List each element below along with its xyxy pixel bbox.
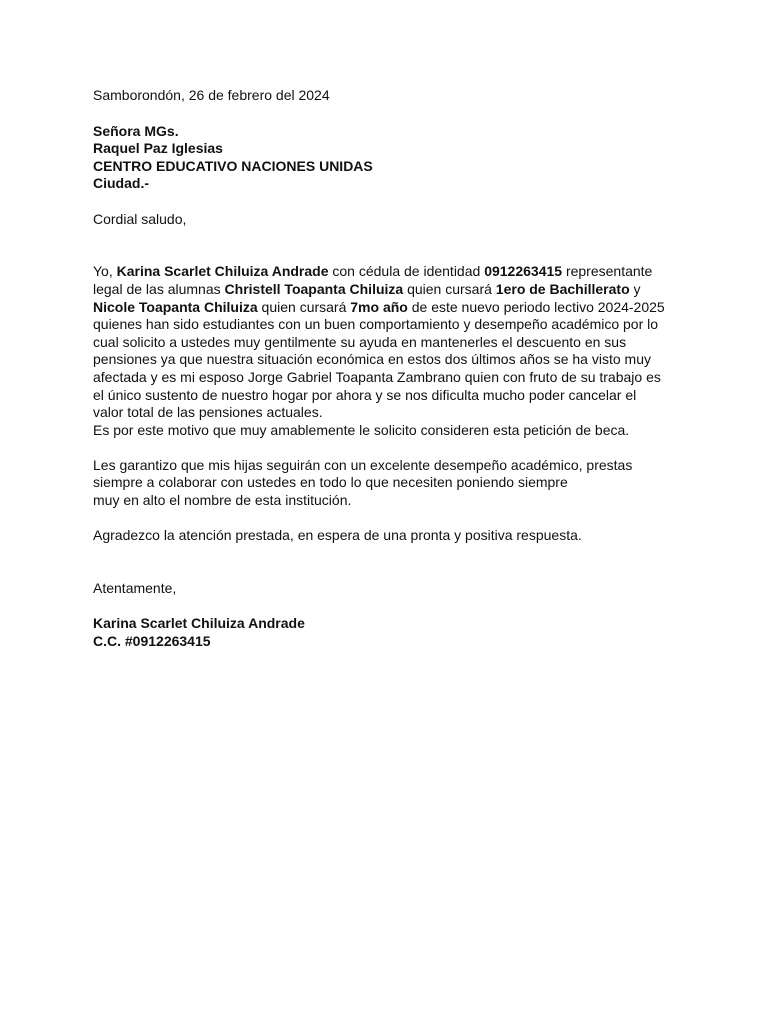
body-line: cual solicito a ustedes muy gentilmente su ayuda en mantenerles el descuento en sus — [93, 333, 627, 350]
body-line: afectada y es mi esposo Jorge Gabriel Toapanta Zambrano quien con fruto de su trabajo es — [93, 368, 661, 385]
body-paragraph-1 — [93, 263, 683, 439]
letter-content — [93, 87, 683, 650]
closing: Atentamente, — [93, 580, 177, 597]
body-line: siempre a colaborar con ustedes en todo lo que necesiten poniendo siempre — [93, 474, 568, 491]
signature-name: Karina Scarlet Chiluiza Andrade — [93, 615, 305, 632]
recipient-institution: CENTRO EDUCATIVO NACIONES UNIDAS — [93, 157, 373, 174]
body-line: Es por este motivo que muy amablemente le solicito consideren esta petición de beca. — [93, 421, 630, 438]
body-line: Yo, Karina Scarlet Chiluiza Andrade con cédula de identidad 0912263415 representante — [93, 263, 653, 280]
body-line: Nicole Toapanta Chiluiza quien cursará 7mo año de este nuevo periodo lectivo 2024-2025 — [93, 298, 665, 315]
body-line: legal de las alumnas Christell Toapanta Chiluiza quien cursará 1ero de Bachillerato y — [93, 280, 641, 297]
recipient-name: Raquel Paz Iglesias — [93, 140, 223, 157]
body-line: quienes han sido estudiantes con un buen comportamiento y desempeño académico por lo — [93, 316, 659, 333]
body-paragraph-3: Agradezco la atención prestada, en espera de una pronta y positiva respuesta. — [93, 527, 582, 544]
body-paragraph-2 — [93, 457, 683, 510]
body-line: valor total de las pensiones actuales. — [93, 404, 323, 421]
greeting: Cordial saludo, — [93, 210, 187, 227]
recipient-title: Señora MGs. — [93, 122, 179, 139]
recipient-city: Ciudad.- — [93, 175, 149, 192]
letter-date: Samborondón, 26 de febrero del 2024 — [93, 87, 330, 103]
body-line: pensiones ya que nuestra situación económica en estos dos últimos años se ha visto muy — [93, 351, 651, 368]
body-line: el único sustento de nuestro hogar por ahora y se nos dificulta mucho poder cancelar el — [93, 386, 637, 403]
body-line: Les garantizo que mis hijas seguirán con un excelente desempeño académico, prestas — [93, 456, 633, 473]
signature-id: C.C. #0912263415 — [93, 632, 211, 649]
body-line: muy en alto el nombre de esta institución. — [93, 492, 352, 509]
